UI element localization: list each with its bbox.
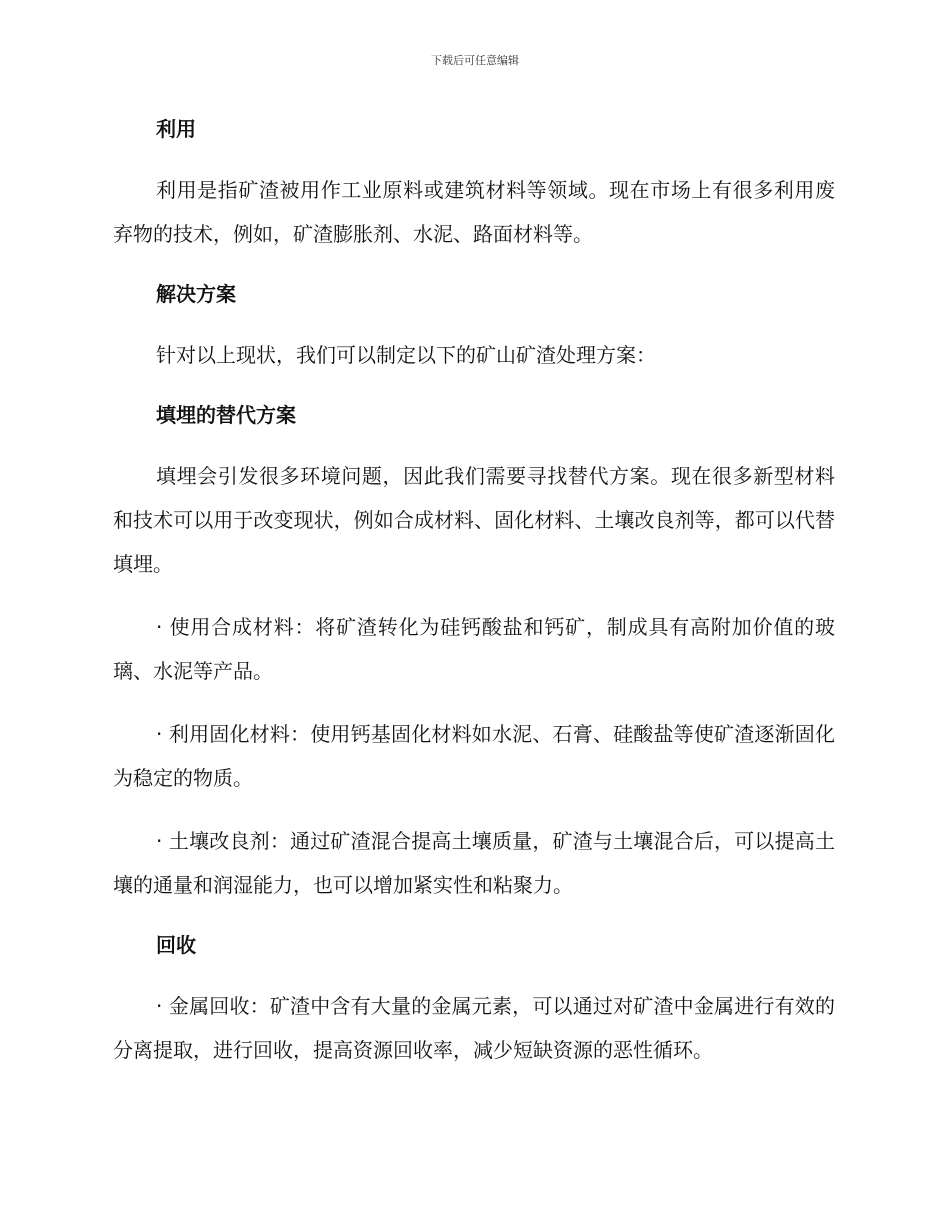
paragraph-landfill-intro: 填埋会引发很多环境问题，因此我们需要寻找替代方案。现在很多新型材料和技术可以用于改变现状，例如合成材料、固化材料、土壤改良剂等，都可以代替填埋。 <box>113 464 835 576</box>
document-body <box>113 110 835 1072</box>
section-heading-landfill-alternatives: 填埋的替代方案 <box>156 403 296 427</box>
list-item-synthetic-materials: · 使用合成材料：将矿渣转化为硅钙酸盐和钙矿，制成具有高附加价值的玻璃、水泥等产品。 <box>113 615 835 683</box>
section-heading-utilization: 利用 <box>156 117 196 141</box>
list-item-metal-recovery: · 金属回收：矿渣中含有大量的金属元素，可以通过对矿渣中金属进行有效的分离提取，进行回收，提高资源回收率，减少短缺资源的恶性循环。 <box>113 994 835 1062</box>
section-heading-recycling: 回收 <box>156 933 196 957</box>
section-heading-solution: 解决方案 <box>156 282 236 306</box>
list-item-solidifying-materials: · 利用固化材料：使用钙基固化材料如水泥、石膏、硅酸盐等使矿渣逐渐固化为稳定的物质。 <box>113 722 835 790</box>
paragraph-utilization: 利用是指矿渣被用作工业原料或建筑材料等领域。现在市场上有很多利用废弃物的技术，例如，矿渣膨胀剂、水泥、路面材料等。 <box>113 178 835 246</box>
page-header: 下载后可任意编辑 <box>431 54 519 67</box>
list-item-soil-conditioner: · 土壤改良剂：通过矿渣混合提高土壤质量，矿渣与土壤混合后，可以提高土壤的通量和润湿能力，也可以增加紧实性和粘聚力。 <box>113 829 835 897</box>
paragraph-solution-intro: 针对以上现状，我们可以制定以下的矿山矿渣处理方案： <box>156 343 656 367</box>
